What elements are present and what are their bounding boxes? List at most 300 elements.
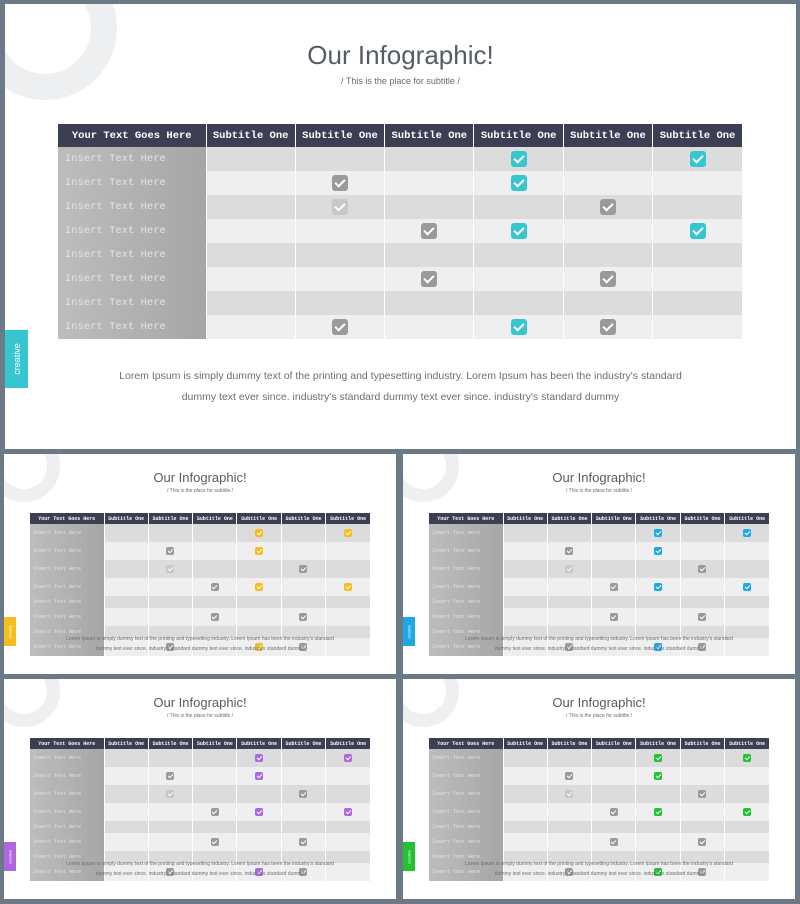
- table-cell: [104, 578, 148, 596]
- table-cell: [237, 785, 281, 803]
- table-cell: [636, 578, 680, 596]
- table-header-col: Subtitle One: [326, 738, 370, 749]
- table-header-col: Subtitle One: [326, 513, 370, 524]
- check-icon: [344, 808, 352, 816]
- row-label: Insert Text Here: [58, 219, 206, 243]
- side-tab-label: creative: [406, 624, 412, 639]
- table-row: [429, 833, 769, 851]
- side-tab-label: creative: [11, 343, 22, 375]
- check-icon: [255, 754, 263, 762]
- table-row: [429, 524, 769, 542]
- table-cell: [104, 560, 148, 578]
- body-paragraph: [5, 366, 796, 408]
- check-icon: [743, 583, 751, 591]
- table-cell: [474, 243, 563, 267]
- body-line: dummy text ever since. industry's standard dummy text ever since. industry's standard dummy: [494, 871, 704, 877]
- table-header-col: Subtitle One: [281, 738, 325, 749]
- table-cell: [547, 821, 591, 833]
- table-row: [429, 560, 769, 578]
- table-cell: [563, 243, 652, 267]
- table-header-first: Your Text Goes Here: [30, 738, 104, 749]
- slide-title: Our Infographic!: [307, 40, 494, 70]
- row-label: Insert Text Here: [429, 608, 503, 626]
- table-header-first: Your Text Goes Here: [429, 513, 503, 524]
- table-cell: [281, 578, 325, 596]
- slide-green[interactable]: [403, 679, 795, 899]
- table-cell: [725, 749, 769, 767]
- table-header-col: Subtitle One: [592, 738, 636, 749]
- table-cell: [193, 578, 237, 596]
- check-icon: [299, 613, 307, 621]
- check-icon: [698, 565, 706, 573]
- table-cell: [148, 785, 192, 803]
- table-row: [429, 596, 769, 608]
- table-cell: [385, 171, 474, 195]
- table-cell: [193, 596, 237, 608]
- table-cell: [148, 596, 192, 608]
- table-row: [58, 243, 742, 267]
- row-label: Insert Text Here: [30, 638, 104, 656]
- body-paragraph: [403, 634, 795, 654]
- table-cell: [592, 608, 636, 626]
- table-row: [58, 315, 742, 339]
- table-cell: [295, 291, 384, 315]
- table-row: [429, 803, 769, 821]
- table-cell: [206, 291, 295, 315]
- table-row: [429, 542, 769, 560]
- table-cell: [206, 147, 295, 171]
- table-cell: [295, 243, 384, 267]
- side-tab-label: creative: [406, 849, 412, 864]
- table-cell: [592, 749, 636, 767]
- body-line: Lorem Ipsum is simply dummy text of the printing and typesetting industry. Lorem Ipsum has been the industry's standard: [66, 861, 334, 867]
- table-cell: [474, 219, 563, 243]
- table-cell: [592, 578, 636, 596]
- slide-subtitle: / This is the place for subtitle /: [166, 488, 234, 494]
- row-label: Insert Text Here: [429, 749, 503, 767]
- row-label: Insert Text Here: [30, 821, 104, 833]
- check-icon: [332, 199, 348, 215]
- table-cell: [326, 785, 370, 803]
- table-header-col: Subtitle One: [281, 513, 325, 524]
- table-cell: [237, 542, 281, 560]
- body-line: Lorem Ipsum is simply dummy text of the printing and typesetting industry. Lorem Ipsum has been the industry's standard: [465, 636, 733, 642]
- table-cell: [237, 578, 281, 596]
- table-cell: [636, 803, 680, 821]
- check-icon: [654, 754, 662, 762]
- table-cell: [592, 542, 636, 560]
- check-icon: [698, 613, 706, 621]
- table-cell: [680, 785, 724, 803]
- table-header-col: Subtitle One: [474, 124, 563, 147]
- table-cell: [193, 542, 237, 560]
- check-icon: [166, 565, 174, 573]
- table-cell: [326, 524, 370, 542]
- side-tab: [4, 842, 16, 871]
- table-header-col: Subtitle One: [206, 124, 295, 147]
- table-row: [58, 147, 742, 171]
- table-cell: [680, 803, 724, 821]
- row-label: Insert Text Here: [58, 171, 206, 195]
- table-cell: [547, 560, 591, 578]
- table-cell: [592, 767, 636, 785]
- slide-title: Our Infographic!: [552, 695, 646, 710]
- slide-blue[interactable]: [403, 454, 795, 674]
- check-icon: [565, 790, 573, 798]
- table-cell: [563, 291, 652, 315]
- table-cell: [295, 219, 384, 243]
- table-cell: [680, 560, 724, 578]
- table-cell: [281, 608, 325, 626]
- table-cell: [385, 147, 474, 171]
- row-label: Insert Text Here: [30, 767, 104, 785]
- check-icon: [698, 790, 706, 798]
- table-cell: [563, 315, 652, 339]
- table-header-col: Subtitle One: [563, 124, 652, 147]
- table-cell: [237, 767, 281, 785]
- table-row: [30, 596, 370, 608]
- table-header-col: Subtitle One: [193, 513, 237, 524]
- row-label: Insert Text Here: [30, 578, 104, 596]
- table-cell: [547, 596, 591, 608]
- table-cell: [295, 195, 384, 219]
- table-cell: [193, 749, 237, 767]
- check-icon: [565, 565, 573, 573]
- table-cell: [281, 749, 325, 767]
- check-icon: [332, 175, 348, 191]
- table-cell: [503, 542, 547, 560]
- table-cell: [563, 219, 652, 243]
- slide-subtitle: / This is the place for subtitle /: [166, 713, 234, 719]
- check-icon: [654, 529, 662, 537]
- table-cell: [547, 803, 591, 821]
- check-icon: [344, 529, 352, 537]
- table-cell: [326, 767, 370, 785]
- table-cell: [653, 267, 742, 291]
- table-row: [30, 821, 370, 833]
- table-header-first: Your Text Goes Here: [429, 738, 503, 749]
- table-row: [429, 821, 769, 833]
- table-cell: [326, 749, 370, 767]
- table-cell: [503, 785, 547, 803]
- side-tab: [403, 617, 415, 646]
- row-label: Insert Text Here: [30, 626, 104, 638]
- table-cell: [237, 608, 281, 626]
- check-icon: [654, 583, 662, 591]
- table-cell: [592, 524, 636, 542]
- table-cell: [503, 767, 547, 785]
- check-icon: [211, 808, 219, 816]
- slide-title: Our Infographic!: [552, 470, 646, 485]
- table-row: [30, 578, 370, 596]
- table-row: [58, 195, 742, 219]
- row-label: Insert Text Here: [58, 267, 206, 291]
- body-line: dummy text ever since. industry's standard dummy text ever since. industry's standard dummy: [181, 391, 620, 403]
- check-icon: [610, 583, 618, 591]
- table-row: [30, 833, 370, 851]
- table-cell: [193, 785, 237, 803]
- side-tab: [403, 842, 415, 871]
- body-line: dummy text ever since. industry's standard dummy text ever since. industry's standard dummy: [95, 871, 305, 877]
- check-icon: [166, 547, 174, 555]
- table-cell: [104, 749, 148, 767]
- table-cell: [193, 560, 237, 578]
- table-row: [58, 267, 742, 291]
- table-cell: [193, 803, 237, 821]
- table-cell: [592, 803, 636, 821]
- check-icon: [610, 808, 618, 816]
- table-row: [429, 578, 769, 596]
- row-label: Insert Text Here: [429, 767, 503, 785]
- side-tab-label: creative: [7, 849, 13, 864]
- check-icon: [600, 271, 616, 287]
- table-cell: [295, 171, 384, 195]
- check-icon: [654, 772, 662, 780]
- check-icon: [255, 529, 263, 537]
- table-row: [30, 767, 370, 785]
- row-label: Insert Text Here: [429, 863, 503, 881]
- row-label: Insert Text Here: [58, 291, 206, 315]
- table-cell: [104, 833, 148, 851]
- check-icon: [299, 838, 307, 846]
- body-paragraph: [4, 634, 396, 654]
- table-cell: [503, 560, 547, 578]
- row-label: Insert Text Here: [429, 803, 503, 821]
- table-cell: [193, 767, 237, 785]
- table-cell: [547, 749, 591, 767]
- table-cell: [547, 578, 591, 596]
- table-cell: [636, 767, 680, 785]
- check-icon: [211, 613, 219, 621]
- table-header-row: [429, 738, 769, 749]
- table-header-col: Subtitle One: [237, 738, 281, 749]
- slide-main[interactable]: [5, 4, 796, 449]
- body-line: Lorem Ipsum is simply dummy text of the printing and typesetting industry. Lorem Ipsum has been the industry's standard: [119, 370, 682, 382]
- table-header-col: Subtitle One: [725, 513, 769, 524]
- table-cell: [725, 803, 769, 821]
- table-cell: [193, 524, 237, 542]
- table-header-row: [30, 513, 370, 524]
- row-label: Insert Text Here: [429, 578, 503, 596]
- check-icon: [299, 790, 307, 798]
- table-cell: [503, 596, 547, 608]
- table-cell: [725, 767, 769, 785]
- check-icon: [654, 547, 662, 555]
- table-cell: [653, 195, 742, 219]
- row-label: Insert Text Here: [30, 560, 104, 578]
- check-icon: [610, 838, 618, 846]
- table-cell: [503, 803, 547, 821]
- row-label: Insert Text Here: [30, 851, 104, 863]
- table-header-col: Subtitle One: [104, 738, 148, 749]
- row-label: Insert Text Here: [429, 833, 503, 851]
- table-cell: [281, 833, 325, 851]
- slide-yellow[interactable]: [4, 454, 396, 674]
- comparison-table: [58, 124, 742, 339]
- table-cell: [503, 749, 547, 767]
- table-cell: [148, 524, 192, 542]
- check-icon: [690, 151, 706, 167]
- table-cell: [104, 524, 148, 542]
- table-cell: [385, 195, 474, 219]
- table-cell: [148, 767, 192, 785]
- table-row: [30, 524, 370, 542]
- table-cell: [680, 524, 724, 542]
- table-cell: [636, 821, 680, 833]
- table-cell: [237, 524, 281, 542]
- table-cell: [206, 219, 295, 243]
- table-header-col: Subtitle One: [148, 513, 192, 524]
- table-cell: [680, 833, 724, 851]
- check-icon: [511, 319, 527, 335]
- table-cell: [206, 171, 295, 195]
- table-cell: [636, 749, 680, 767]
- table-cell: [653, 243, 742, 267]
- slide-subtitle: / This is the place for subtitle /: [565, 713, 633, 719]
- table-cell: [680, 608, 724, 626]
- table-cell: [295, 315, 384, 339]
- row-label: Insert Text Here: [30, 542, 104, 560]
- table-cell: [592, 833, 636, 851]
- check-icon: [332, 319, 348, 335]
- table-cell: [547, 833, 591, 851]
- table-cell: [725, 560, 769, 578]
- check-icon: [698, 838, 706, 846]
- table-cell: [148, 608, 192, 626]
- check-icon: [743, 808, 751, 816]
- table-cell: [653, 291, 742, 315]
- check-icon: [166, 790, 174, 798]
- check-icon: [255, 808, 263, 816]
- table-header-col: Subtitle One: [680, 513, 724, 524]
- row-label: Insert Text Here: [58, 195, 206, 219]
- table-cell: [725, 596, 769, 608]
- row-label: Insert Text Here: [58, 315, 206, 339]
- table-cell: [104, 803, 148, 821]
- table-cell: [104, 596, 148, 608]
- row-label: Insert Text Here: [30, 608, 104, 626]
- table-cell: [653, 219, 742, 243]
- table-cell: [104, 821, 148, 833]
- check-icon: [255, 547, 263, 555]
- table-cell: [474, 315, 563, 339]
- row-label: Insert Text Here: [30, 785, 104, 803]
- table-cell: [563, 147, 652, 171]
- body-paragraph: [4, 859, 396, 879]
- table-cell: [385, 315, 474, 339]
- table-cell: [326, 608, 370, 626]
- table-cell: [148, 833, 192, 851]
- table-cell: [295, 147, 384, 171]
- table-cell: [680, 767, 724, 785]
- table-cell: [592, 560, 636, 578]
- table-cell: [206, 195, 295, 219]
- table-cell: [725, 833, 769, 851]
- table-cell: [281, 821, 325, 833]
- table-header-row: [30, 738, 370, 749]
- table-cell: [725, 785, 769, 803]
- table-row: [30, 803, 370, 821]
- row-label: Insert Text Here: [429, 596, 503, 608]
- table-cell: [193, 608, 237, 626]
- table-header-col: Subtitle One: [104, 513, 148, 524]
- side-tab-label: creative: [7, 624, 13, 639]
- table-cell: [563, 171, 652, 195]
- table-row: [30, 542, 370, 560]
- table-header-row: [429, 513, 769, 524]
- row-label: Insert Text Here: [429, 626, 503, 638]
- table-cell: [636, 833, 680, 851]
- table-cell: [148, 749, 192, 767]
- table-cell: [326, 596, 370, 608]
- table-cell: [281, 767, 325, 785]
- table-cell: [385, 243, 474, 267]
- table-cell: [326, 833, 370, 851]
- table-cell: [148, 578, 192, 596]
- row-label: Insert Text Here: [58, 147, 206, 171]
- body-line: dummy text ever since. industry's standard dummy text ever since. industry's standard dummy: [494, 646, 704, 652]
- table-cell: [592, 596, 636, 608]
- row-label: Insert Text Here: [429, 542, 503, 560]
- table-cell: [547, 542, 591, 560]
- table-cell: [680, 821, 724, 833]
- table-cell: [503, 608, 547, 626]
- table-cell: [237, 833, 281, 851]
- body-paragraph: [403, 859, 795, 879]
- table-cell: [547, 767, 591, 785]
- table-row: [429, 608, 769, 626]
- table-cell: [680, 749, 724, 767]
- table-row: [58, 171, 742, 195]
- table-cell: [592, 785, 636, 803]
- table-header-col: Subtitle One: [547, 738, 591, 749]
- table-row: [30, 749, 370, 767]
- check-icon: [610, 613, 618, 621]
- body-line: Lorem Ipsum is simply dummy text of the printing and typesetting industry. Lorem Ipsum has been the industry's standard: [66, 636, 334, 642]
- table-cell: [237, 803, 281, 821]
- check-icon: [600, 199, 616, 215]
- table-cell: [725, 578, 769, 596]
- table-cell: [104, 542, 148, 560]
- table-header-col: Subtitle One: [547, 513, 591, 524]
- table-row: [30, 785, 370, 803]
- table-cell: [474, 195, 563, 219]
- check-icon: [255, 772, 263, 780]
- table-cell: [326, 821, 370, 833]
- body-line: dummy text ever since. industry's standard dummy text ever since. industry's standard dummy: [95, 646, 305, 652]
- table-cell: [281, 524, 325, 542]
- table-row: [30, 608, 370, 626]
- row-label: Insert Text Here: [30, 596, 104, 608]
- table-cell: [148, 803, 192, 821]
- check-icon: [690, 223, 706, 239]
- table-header-col: Subtitle One: [636, 513, 680, 524]
- check-icon: [344, 754, 352, 762]
- table-header-col: Subtitle One: [503, 738, 547, 749]
- table-cell: [104, 608, 148, 626]
- check-icon: [511, 223, 527, 239]
- row-label: Insert Text Here: [58, 243, 206, 267]
- slide-purple[interactable]: [4, 679, 396, 899]
- table-cell: [385, 267, 474, 291]
- check-icon: [211, 583, 219, 591]
- table-cell: [281, 803, 325, 821]
- check-icon: [565, 772, 573, 780]
- table-header-first: Your Text Goes Here: [58, 124, 206, 147]
- table-cell: [385, 291, 474, 315]
- table-header-col: Subtitle One: [653, 124, 742, 147]
- table-cell: [148, 821, 192, 833]
